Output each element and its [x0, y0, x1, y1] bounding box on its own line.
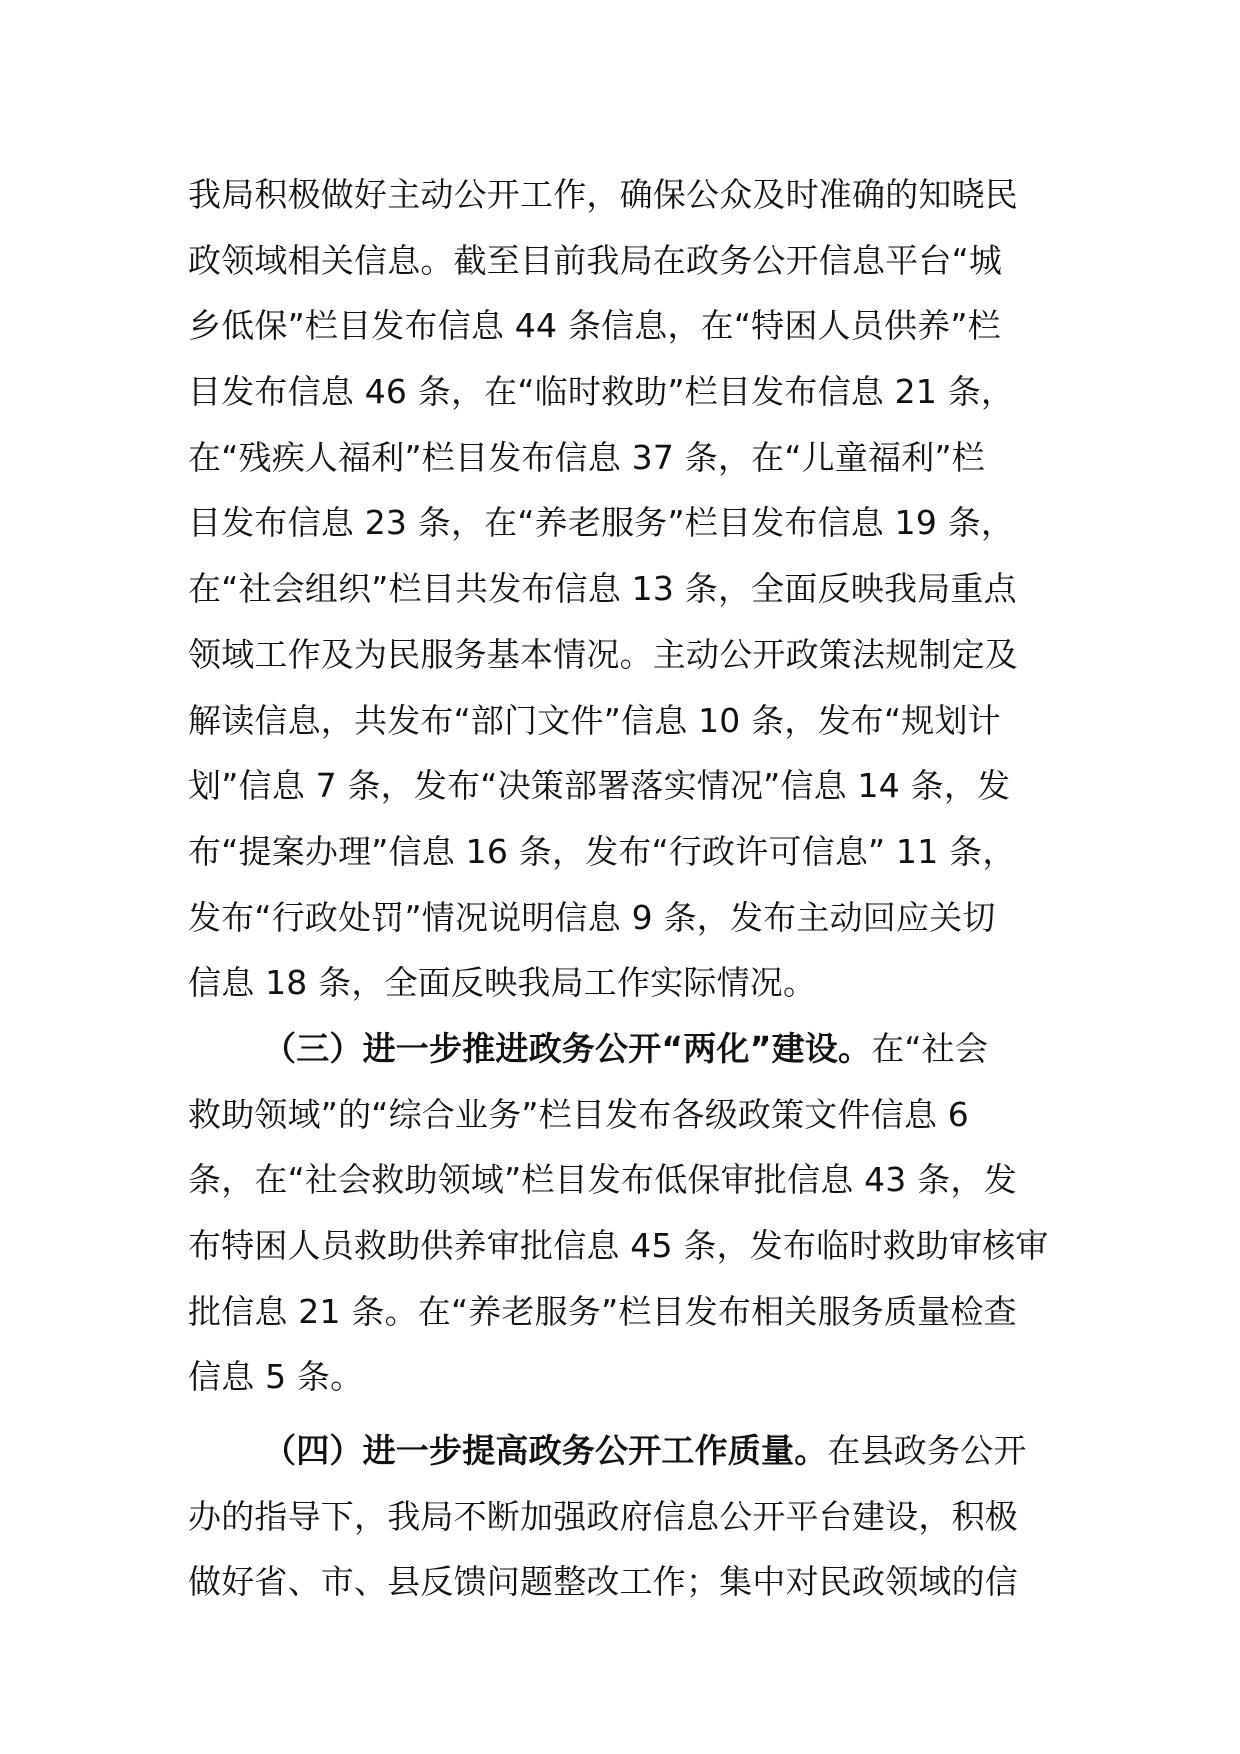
section-two-standardization	[188, 1016, 1088, 1410]
text-line: 解读信息，共发布“部门文件”信息 10 条，发布“规划计	[188, 700, 1001, 740]
section-heading: （四）进一步提高政务公开工作质量。	[263, 1431, 828, 1471]
section-heading-line	[188, 1418, 1088, 1484]
text-line: 在“社会组织”栏目共发布信息 13 条，全面反映我局重点	[188, 569, 1017, 609]
document-body	[188, 162, 1088, 1615]
paragraph-active-disclosure	[188, 162, 1088, 1016]
text-line: 目发布信息 46 条，在“临时救助”栏目发布信息 21 条，	[188, 372, 1015, 412]
paragraph-spacer	[188, 1410, 1088, 1418]
text-line: 救助领域”的“综合业务”栏目发布各级政策文件信息 6	[188, 1094, 969, 1134]
text-line: 在“残疾人福利”栏目发布信息 37 条，在“儿童福利”栏	[188, 437, 985, 477]
text-line: 批信息 21 条。在“养老服务”栏目发布相关服务质量检查	[188, 1291, 1017, 1331]
section-heading-line	[188, 1016, 1088, 1082]
text-line: 我局积极做好主动公开工作，确保公众及时准确的知晓民	[188, 175, 1018, 214]
text-line: 信息 18 条，全面反映我局工作实际情况。	[188, 963, 817, 1003]
text-line: 划”信息 7 条，发布“决策部署落实情况”信息 14 条，发	[188, 766, 1011, 806]
text-line: 做好省、市、县反馈问题整改工作；集中对民政领域的信	[188, 1562, 1018, 1602]
section-quality-improvement	[188, 1418, 1088, 1615]
section-heading-continuation: 在“社会	[871, 1028, 989, 1068]
section-heading-continuation: 在县政务公开	[827, 1431, 1027, 1471]
section-heading: （三）进一步推进政务公开“两化”建设。	[263, 1028, 872, 1068]
text-line: 目发布信息 23 条，在“养老服务”栏目发布信息 19 条，	[188, 503, 1015, 543]
text-line: 办的指导下，我局不断加强政府信息公开平台建设，积极	[188, 1496, 1018, 1536]
text-line: 条，在“社会救助领域”栏目发布低保审批信息 43 条，发	[188, 1160, 1017, 1200]
text-line: 发布“行政处罚”情况说明信息 9 条，发布主动回应关切	[188, 897, 996, 937]
text-line: 政领域相关信息。截至目前我局在政务公开信息平台“城	[188, 240, 1003, 280]
text-line: 布“提案办理”信息 16 条，发布“行政许可信息” 11 条，	[188, 831, 1016, 871]
text-line: 布特困人员救助供养审批信息 45 条，发布临时救助审核审	[188, 1226, 1049, 1265]
text-line: 领域工作及为民服务基本情况。主动公开政策法规制定及	[188, 634, 1018, 674]
text-line: 信息 5 条。	[188, 1357, 364, 1397]
text-line: 乡低保”栏目发布信息 44 条信息，在“特困人员供养”栏	[188, 306, 1001, 346]
